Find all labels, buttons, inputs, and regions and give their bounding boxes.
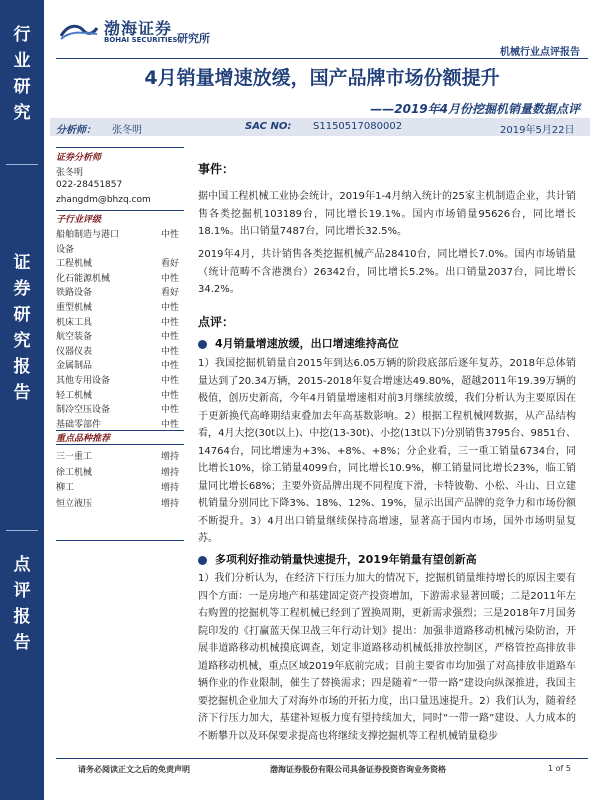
report-title: 4月销量增速放缓，国产品牌市场份额提升 (144, 67, 500, 89)
side-band-char: 证 (13, 253, 31, 273)
rating-sector-name: 重型机械 (56, 303, 93, 313)
comment-paragraph-1: 1）我国挖掘机销量自2015年到达6.05万辆的阶段底部后逐年复苏，2018年总体销量达到了20.34万辆，2015-2018年复合增速达49.80%，超越2011年19.39万辆的极值，创历史新高，今年4月销量增速相对前3月继续放缓，我们分析认为主要原因在于更新换代高峰期结束叠加去年高基数影响。2）根据工程机械网数据，从产品结构看，4月大挖(30t以上)、中挖(13-30t)、小挖(13t以下)分别销售3795台、9851台、14764台，同比增速为+3%、+8%、+8%；分企业看，三一重工销量6734台，同比增长10%，徐工销量4099台，同比增长10.9%，柳工销量同比增长23%，临工销量同比增长68%；主要外资品牌出现不同程度下滑，卡特彼勒、小松、斗山、日立建机销量分别同比下降3%、18%、12%、19%，显示出国产品牌的竞争力和市场份额不断提升。3）4月出口销量继续保持高增速，显著高于国内市场，国外市场明显复苏。 (198, 358, 576, 544)
rating-value: 中性 (161, 317, 180, 328)
pick-rating: 增持 (161, 452, 180, 462)
section-heading-2-text: 多项利好推动销量快速提升，2019年销量有望创新高 (215, 553, 477, 566)
rating-value: 看好 (161, 259, 180, 270)
comment-heading: 点评： (198, 315, 235, 329)
header-rule (56, 58, 588, 59)
sub-industry-rating-heading: 子行业评级 (56, 215, 102, 225)
analyst-label: 分析师： (56, 125, 96, 136)
event-paragraph-1: 据中国工程机械工业协会统计，2019年1-4月纳入统计的25家主机制造企业，共计销售各类挖掘机103189台，同比增长19.1%。国内市场销量95626台，同比增长18.1%。出口销量7487台，同比增长32.5%。 (198, 191, 576, 237)
pick-row (56, 480, 184, 495)
section-heading-1-text: 4月销量增速放缓，出口增速维持高位 (215, 337, 399, 350)
rating-row (56, 300, 184, 315)
rating-row (56, 271, 184, 286)
section-heading-1 (198, 335, 578, 351)
sidebar-rule (56, 444, 184, 445)
rating-row (56, 242, 184, 257)
rating-sector-name: 航空装备 (56, 332, 93, 343)
side-band-group-securities (0, 250, 44, 406)
rating-value: 中性 (161, 273, 180, 284)
rating-sector-name: 轻工机械 (56, 390, 93, 401)
side-band-char: 报 (13, 357, 31, 377)
side-band-char: 告 (13, 633, 31, 653)
event-paragraph-2: 2019年4月，共计销售各类挖掘机械产品28410台，同比增长7.0%。国内市场销量（统计范畴不含港澳台）26342台，同比增长5.2%。出口销量2037台，同比增长34.2%。 (198, 249, 576, 295)
side-band-group-comment (0, 552, 44, 656)
side-band (0, 0, 44, 800)
rating-row (56, 358, 184, 373)
sac-number: S1150517080002 (313, 121, 403, 132)
rating-row (56, 285, 184, 300)
analyst-contact-heading: 证券分析师 (56, 153, 102, 163)
brand-name: 渤海证券 (104, 19, 173, 38)
rating-row (56, 256, 184, 271)
institute-tag: 研究所 (177, 32, 210, 45)
rating-value: 中性 (161, 230, 180, 240)
rating-sector-name: 工程机械 (56, 259, 93, 270)
side-band-divider (6, 530, 38, 531)
pick-company-name: 恒立液压 (56, 498, 93, 509)
sidebar-rule (56, 147, 184, 148)
rating-value: 中性 (161, 419, 180, 430)
side-band-char: 业 (13, 51, 31, 71)
pick-company-name: 徐工机械 (56, 467, 93, 478)
pick-row (56, 496, 184, 511)
pick-rating: 增持 (161, 467, 180, 478)
rating-value: 中性 (161, 361, 180, 372)
rating-sector-name: 仪器仪表 (56, 346, 93, 357)
side-band-char: 行 (13, 25, 31, 45)
rating-sector-name: 铁路设备 (56, 288, 93, 299)
bullet-dot-icon (198, 556, 207, 565)
side-band-divider (6, 164, 38, 165)
pick-company-name: 柳工 (56, 483, 75, 493)
rating-sector-name: 船舶制造与港口 (56, 230, 120, 240)
rating-sector-name: 制冷空压设备 (56, 405, 111, 416)
comment-paragraph-2: 1）我们分析认为，在经济下行压力加大的情况下，挖掘机销量维持增长的原因主要有四个方面：一是房地产和基建固定资产投资增加，下游需求显著回暖；二是2011年左右购置的挖掘机等工程机械已经到了置换周期，更新需求强烈；三是2018年7月国务院印发的《打赢蓝天保卫战三年行动计划》提出：加强非道路移动机械污染防治，开展非道路移动机械摸底调查，划定非道路移动机械低排放控制区，严格管控高排放非道路移动机械，重点区域2019年底前完成；目前主要省市均加强了对高排放非道路车辆作业的作业限制，催生了替换需求；四是随着“一带一路”建设向纵深推进，我国主要挖掘机企业加大了对海外市场的开拓力度，出口量迅速提升。2）我们认为，随着经济下行压力加大，基建补短板力度有望持续加大，同时“一带一路”建设、人力成本的不断攀升以及环保要求提高也将继续支撑挖掘机等工程机械销量稳步 (198, 573, 576, 742)
footer-company: 渤海证券股份有限公司具备证券投资咨询业务资格 (270, 765, 446, 774)
contact-phone: 022-28451857 (56, 180, 123, 190)
analyst-name: 张冬明 (112, 125, 142, 136)
side-band-char: 研 (13, 77, 31, 97)
rating-value: 中性 (161, 303, 180, 313)
rating-value: 中性 (161, 376, 180, 386)
side-band-char: 评 (13, 581, 31, 601)
rating-sector-name: 化石能源机械 (56, 273, 111, 284)
rating-row (56, 315, 184, 330)
pick-row (56, 449, 184, 464)
rating-row (56, 373, 184, 388)
side-band-char: 告 (13, 383, 31, 403)
pick-rating: 增持 (161, 483, 180, 493)
pick-company-name: 三一重工 (56, 452, 93, 462)
rating-row (56, 402, 184, 417)
side-band-group-industry (0, 22, 44, 126)
side-band-char: 券 (13, 279, 31, 299)
side-band-char: 研 (13, 305, 31, 325)
section-heading-2 (198, 551, 578, 567)
rating-value: 中性 (161, 405, 180, 416)
contact-name: 张冬明 (56, 168, 84, 178)
event-heading: 事件： (198, 162, 235, 176)
sidebar-rule (56, 210, 184, 211)
footer-rule (56, 758, 588, 759)
footer-disclaimer: 请务必阅读正文之后的免责声明 (78, 765, 190, 774)
report-type: 机械行业点评报告 (500, 47, 580, 58)
rating-sector-name: 设备 (56, 244, 75, 255)
rating-row (56, 388, 184, 403)
rating-sector-name: 基础零部件 (56, 419, 102, 430)
rating-value: 中性 (161, 346, 180, 357)
sidebar-rule (56, 540, 184, 541)
rating-value: 中性 (161, 390, 180, 401)
side-band-char: 究 (13, 331, 31, 351)
rating-sector-name: 机床工具 (56, 317, 93, 328)
rating-value: 看好 (161, 288, 180, 299)
pick-row (56, 465, 184, 480)
bohai-logo-icon (60, 22, 98, 40)
report-date: 2019年5月22日 (500, 125, 575, 136)
rating-sector-name: 金属制品 (56, 361, 93, 372)
side-band-char: 报 (13, 607, 31, 627)
pick-rating: 增持 (161, 498, 180, 509)
contact-email[interactable]: zhangdm@bhzq.com (56, 195, 151, 205)
side-band-char: 究 (13, 103, 31, 123)
key-picks-heading: 重点品种推荐 (56, 434, 111, 444)
rating-value: 中性 (161, 332, 180, 343)
bullet-dot-icon (198, 340, 207, 349)
brand-name-en: BOHAI SECURITIES (104, 36, 178, 44)
rating-sector-name: 其他专用设备 (56, 376, 111, 386)
rating-row (56, 227, 184, 242)
sac-label: SAC NO: (245, 121, 292, 132)
page-number: 1 of 5 (548, 764, 571, 773)
side-band-char: 点 (13, 555, 31, 575)
report-subtitle: ——2019年4月份挖掘机销量数据点评 (370, 102, 580, 116)
rating-row (56, 329, 184, 344)
rating-row (56, 344, 184, 359)
